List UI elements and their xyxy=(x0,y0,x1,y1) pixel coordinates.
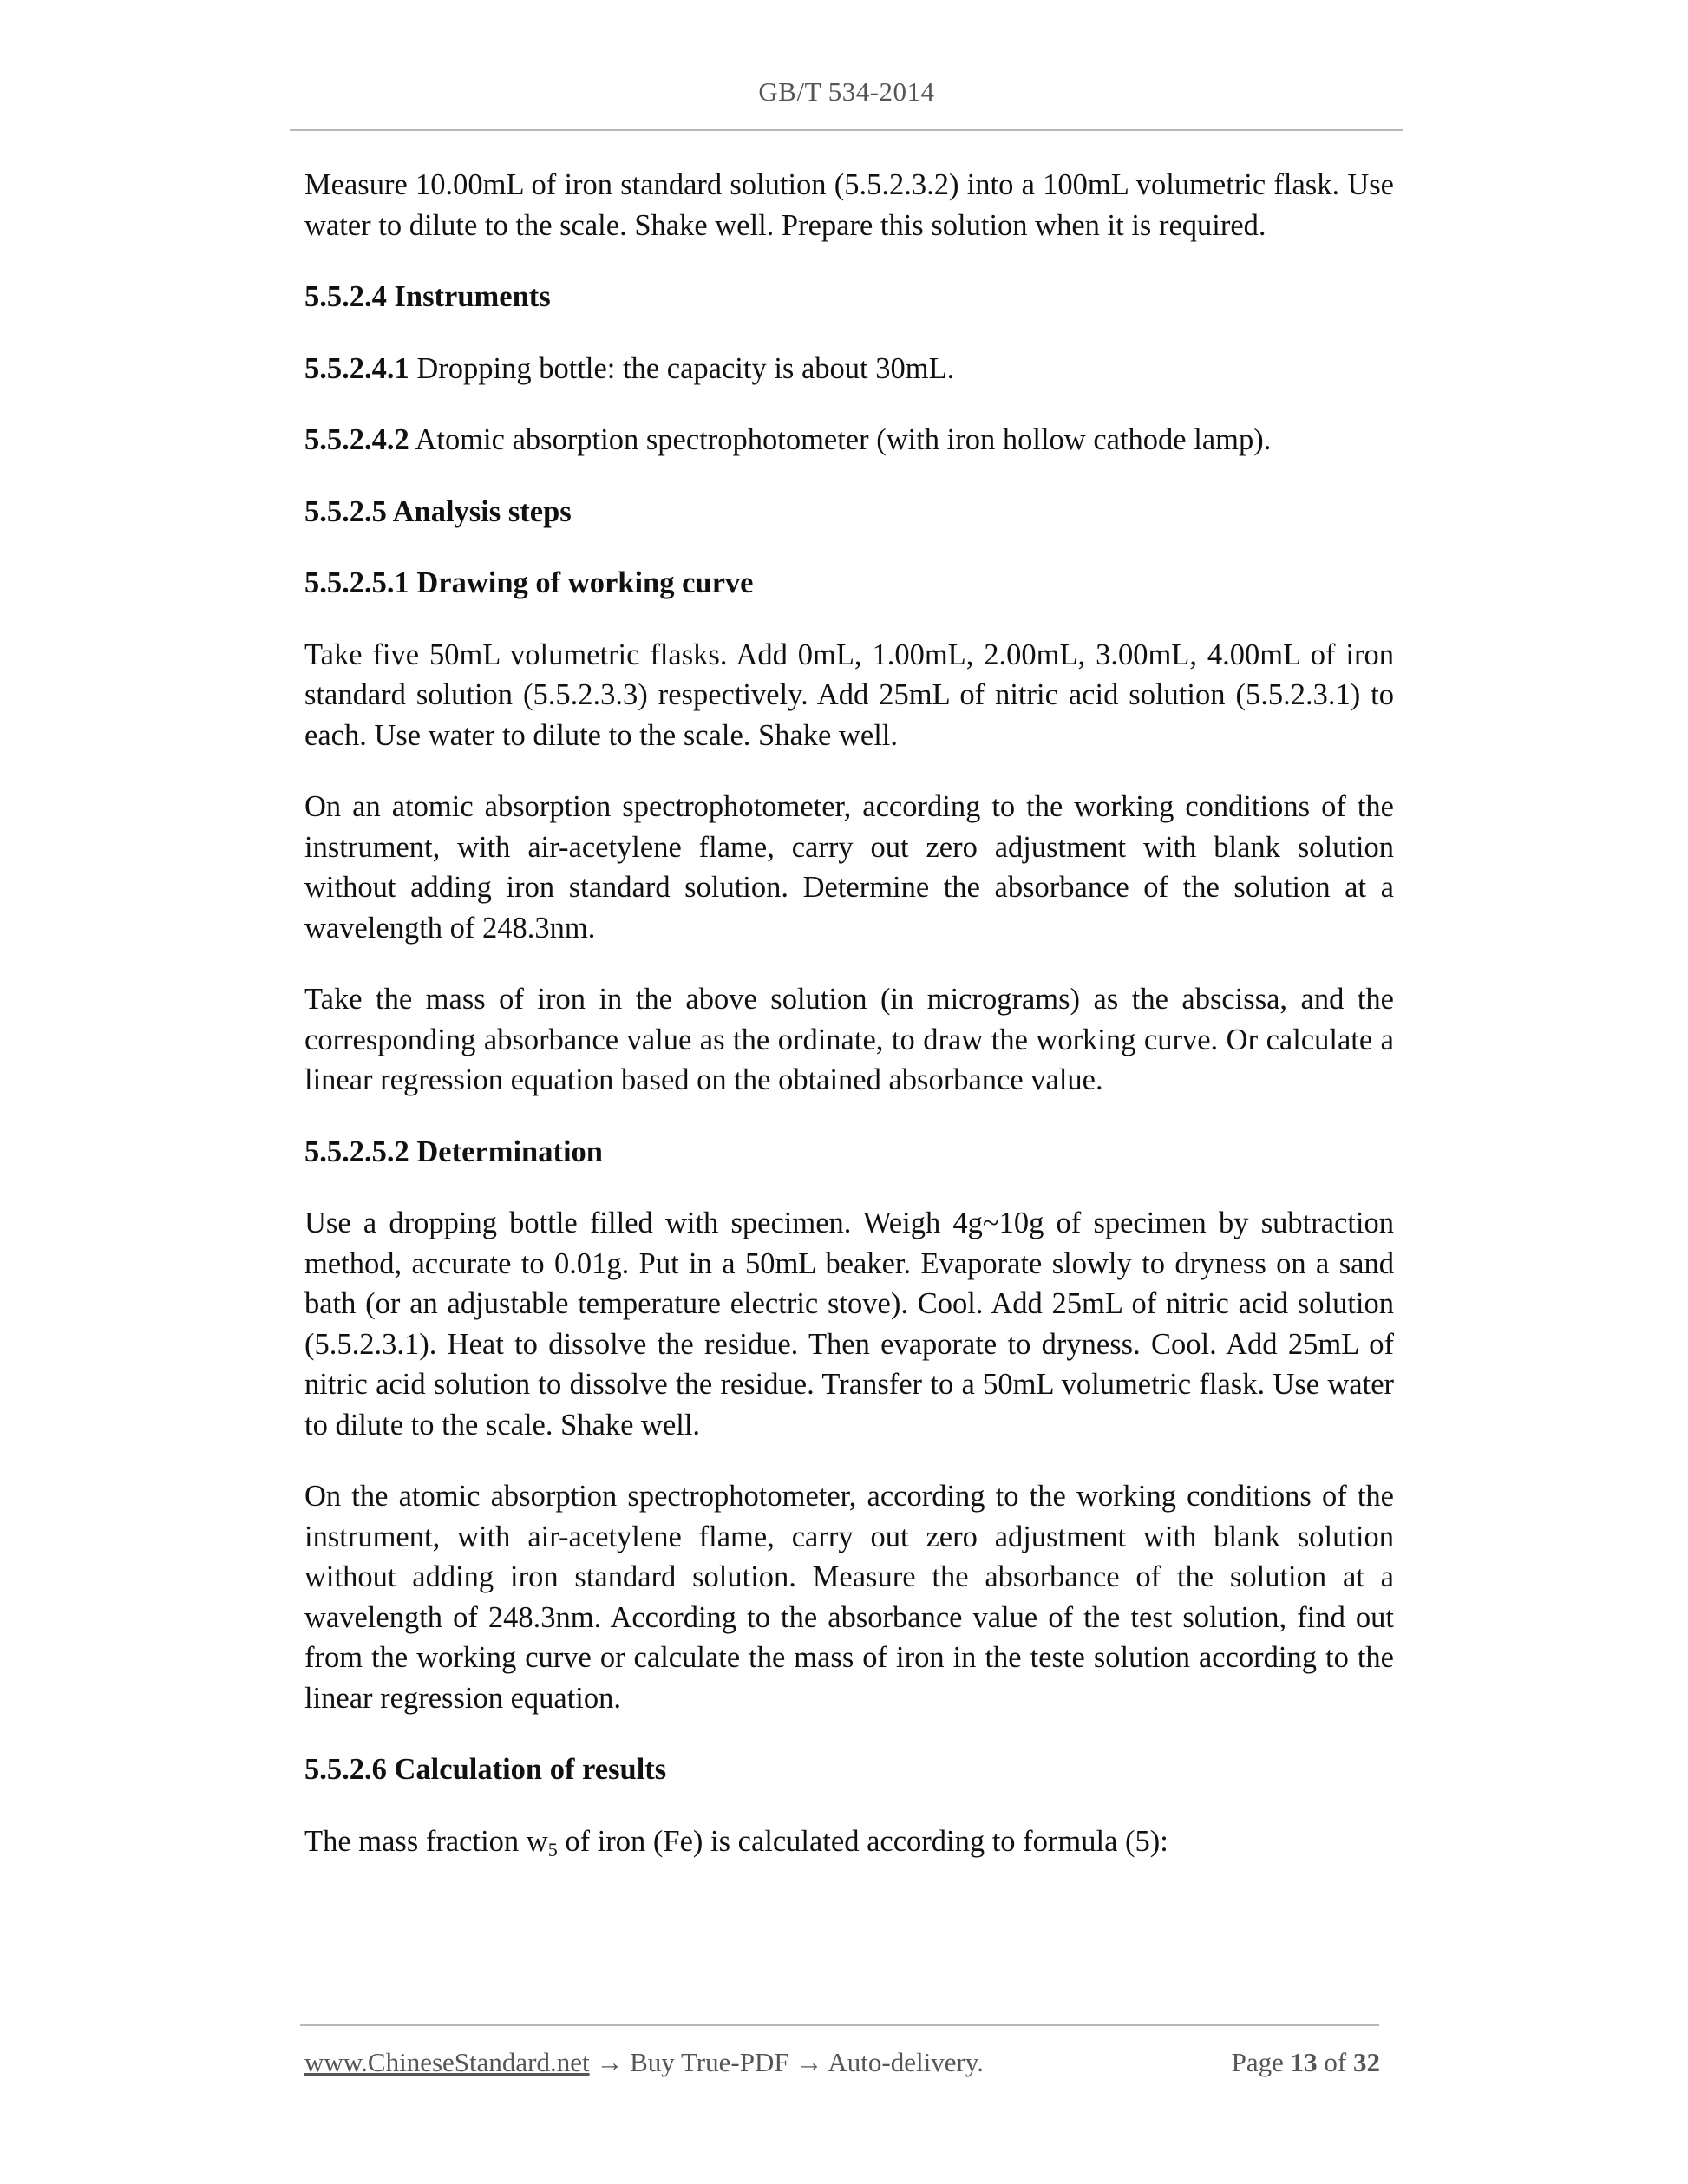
paragraph-dilution: Measure 10.00mL of iron standard solution (5.5.2.3.2) into a 100mL volumetric flask. Use water to dilute to the scale. Shake well. Prepare this solution when it is required. xyxy=(304,168,1394,242)
paragraph-mass-fraction xyxy=(304,1821,1394,1862)
item-text: Dropping bottle: the capacity is about 30mL. xyxy=(409,351,955,385)
buy-text: Buy True-PDF xyxy=(630,2047,789,2077)
of-label: of xyxy=(1324,2047,1347,2077)
arrow-right-icon: → xyxy=(795,2047,823,2077)
formula-text-after: of iron (Fe) is calculated according to formula (5): xyxy=(557,1824,1168,1858)
heading-determination: 5.5.2.5.2 Determination xyxy=(304,1135,603,1168)
heading-analysis-steps: 5.5.2.5 Analysis steps xyxy=(304,494,572,528)
heading-instruments: 5.5.2.4 Instruments xyxy=(304,280,551,313)
paragraph-flasks: Take five 50mL volumetric flasks. Add 0mL, 1.00mL, 2.00mL, 3.00mL, 4.00mL of iron standard solution (5.5.2.3.3) respectively. Add 25mL of nitric acid solution (5.5.2.3.1) to each. Use water to dilute to the scale. Shake well. xyxy=(304,638,1394,752)
paragraph-absorbance: On an atomic absorption spectrophotometer, according to the working conditions of the instrument, with air-acetylene flame, carry out zero adjustment with blank solution without adding iron standard solution. Determine the absorbance of the solution at a wavelength of 248.3nm. xyxy=(304,790,1394,945)
website-link[interactable]: www.ChineseStandard.net xyxy=(304,2047,590,2077)
footer-divider xyxy=(300,2024,1379,2026)
item-number: 5.5.2.4.2 xyxy=(304,423,409,456)
heading-working-curve: 5.5.2.5.1 Drawing of working curve xyxy=(304,566,754,599)
delivery-text: Auto-delivery. xyxy=(828,2047,985,2077)
item-number: 5.5.2.4.1 xyxy=(304,351,409,385)
formula-subscript: 5 xyxy=(547,1838,558,1860)
page-counter xyxy=(1232,2047,1380,2078)
current-page-number: 13 xyxy=(1290,2047,1318,2077)
paragraph-specimen: Use a dropping bottle filled with specimen. Weigh 4g~10g of specimen by subtraction method, accurate to 0.01g. Put in a 50mL beaker. Evaporate slowly to dryness on a sand bath (or an adjustable temperature electric stove). Cool. Add 25mL of nitric acid solution (5.5.2.3.1). Heat to dissolve the residue. Then evaporate to dryness. Cool. Add 25mL of nitric acid solution to dissolve the residue. Transfer to a 50mL volumetric flask. Use water to dilute to the scale. Shake well. xyxy=(304,1206,1394,1442)
arrow-right-icon: → xyxy=(596,2047,624,2077)
item-spectrophotometer xyxy=(304,420,1394,461)
header-divider xyxy=(290,129,1403,131)
formula-text-before: The mass fraction w xyxy=(304,1824,548,1858)
item-text: Atomic absorption spectrophotometer (with iron hollow cathode lamp). xyxy=(409,423,1272,456)
paragraph-curve: Take the mass of iron in the above solution (in micrograms) as the abscissa, and the corresponding absorbance value as the ordinate, to draw the working curve. Or calculate a linear regression equation based on the obtained absorbance value. xyxy=(304,983,1394,1096)
footer-promo xyxy=(304,2047,984,2078)
page-label: Page xyxy=(1231,2047,1284,2077)
document-body xyxy=(304,165,1394,1893)
item-dropping-bottle xyxy=(304,349,1394,389)
heading-calculation: 5.5.2.6 Calculation of results xyxy=(304,1753,667,1786)
total-pages-number: 32 xyxy=(1353,2047,1380,2077)
page-header-title: GB/T 534-2014 xyxy=(758,76,935,107)
paragraph-measure: On the atomic absorption spectrophotometer, according to the working conditions of the instrument, with air-acetylene flame, carry out zero adjustment with blank solution without adding iron standard solution. Measure the absorbance of the solution at a wavelength of 248.3nm. According to the absorbance value of the test solution, find out from the working curve or calculate the mass of iron in the teste solution according to the linear regression equation. xyxy=(304,1480,1394,1715)
